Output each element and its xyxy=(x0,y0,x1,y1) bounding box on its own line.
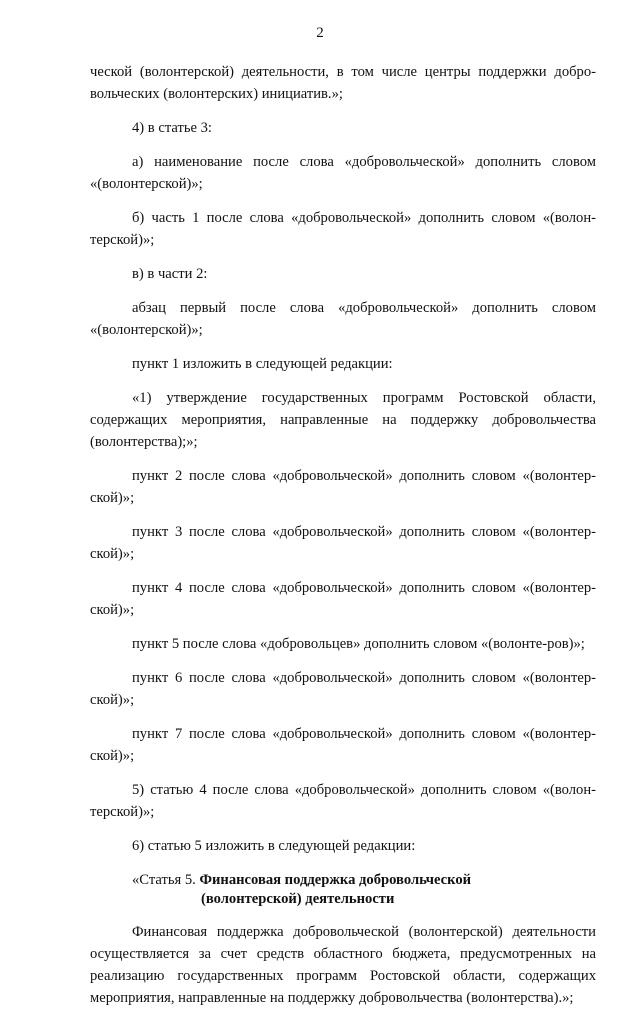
paragraph-item-6: 6) статью 5 изложить в следующей редакции: xyxy=(132,838,416,854)
article-prefix: «Статья 5. xyxy=(132,872,200,888)
paragraph-continuation: ческой (волонтерской) деятельности, в том числе центры поддержки добро-вольческих (волонтерских) инициатив.»; xyxy=(90,64,596,102)
paragraph-punkt-5: пункт 5 после слова «добровольцев» дополнить словом «(волонте-ров)»; xyxy=(132,636,585,652)
page-number: 2 xyxy=(316,25,324,41)
paragraph-punkt-7: пункт 7 после слова «добровольческой» дополнить словом «(волонтер-ской)»; xyxy=(90,726,596,764)
paragraph-punkt-1: пункт 1 изложить в следующей редакции: xyxy=(132,356,393,372)
article-title-line2: (волонтерской) деятельности xyxy=(201,891,395,907)
article-title-line1: Финансовая поддержка добровольческой xyxy=(199,872,472,888)
paragraph-subitem-b: б) часть 1 после слова «добровольческой» дополнить словом «(волон-терской)»; xyxy=(90,210,596,248)
paragraph-punkt-6: пункт 6 после слова «добровольческой» дополнить словом «(волонтер-ской)»; xyxy=(90,670,596,708)
paragraph-item-4: 4) в статье 3: xyxy=(132,120,212,136)
paragraph-punkt-4: пункт 4 после слова «добровольческой» дополнить словом «(волонтер-ской)»; xyxy=(90,580,596,618)
document-body xyxy=(90,61,596,1021)
paragraph-punkt-1-text: «1) утверждение государственных программ Ростовской области, содержащих мероприятия, направленные на поддержку добровольчества (волонтерства);»; xyxy=(90,390,596,450)
paragraph-subitem-a: а) наименование после слова «добровольческой» дополнить словом «(волонтерской)»; xyxy=(90,154,596,192)
paragraph-abzac-first: абзац первый после слова «добровольческой» дополнить словом «(волонтерской)»; xyxy=(90,300,596,338)
paragraph-subitem-v: в) в части 2: xyxy=(132,266,208,282)
paragraph-item-5: 5) статью 4 после слова «добровольческой» дополнить словом «(волон-терской)»; xyxy=(90,782,596,820)
paragraph-punkt-2: пункт 2 после слова «добровольческой» дополнить словом «(волонтер-ской)»; xyxy=(90,468,596,506)
paragraph-punkt-3: пункт 3 после слова «добровольческой» дополнить словом «(волонтер-ской)»; xyxy=(90,524,596,562)
article-heading xyxy=(90,871,596,909)
article-body: Финансовая поддержка добровольческой (волонтерской) деятельности осуществляется за счет средств областного бюджета, предусмотренных на реализацию государственных программ Ростовской области, содержащих мероприятия, направленные на поддержку добровольчества (волонтерства).»; xyxy=(90,924,596,1006)
